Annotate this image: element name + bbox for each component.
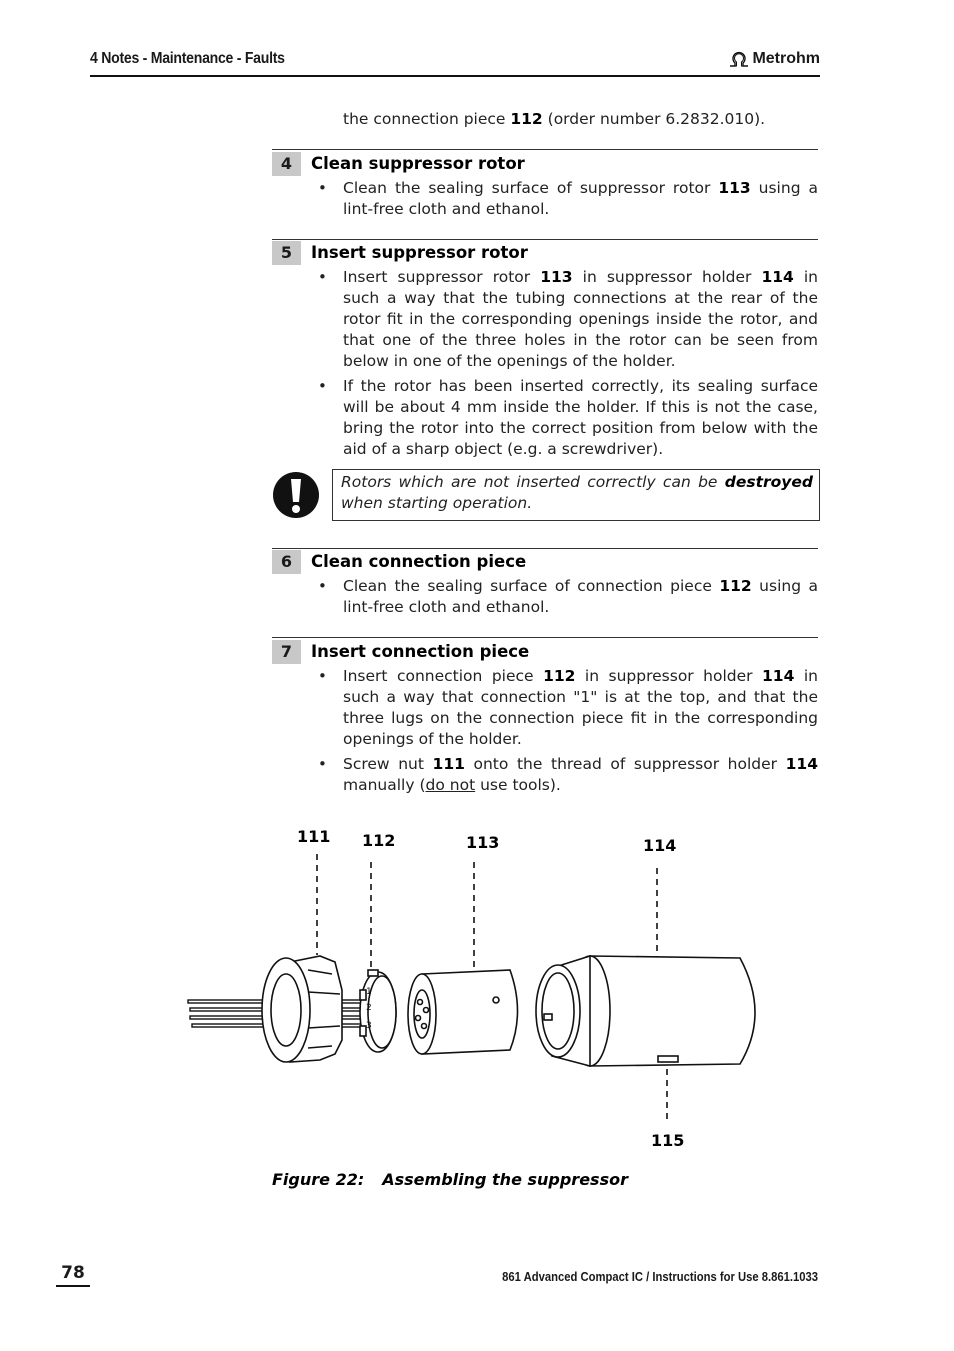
step-title: Insert connection piece (311, 642, 530, 661)
document-info: 861 Advanced Compact IC / Instructions for Use 8.861.1033 (502, 1270, 818, 1284)
page-number: 78 (56, 1263, 90, 1287)
suppressor-rotor-113 (408, 970, 518, 1054)
connector-mark-1: 1 (366, 987, 372, 997)
connector-mark-2: 2 (366, 1003, 372, 1013)
step-title: Insert suppressor rotor (311, 243, 528, 262)
figure-label-112: 112 (362, 831, 396, 850)
step-number: 4 (272, 152, 301, 176)
screw-nut-111 (262, 956, 342, 1062)
omega-icon (728, 51, 750, 67)
brand-logo (728, 50, 820, 68)
step-number: 7 (272, 640, 301, 664)
section-title: 4 Notes - Maintenance - Faults (90, 50, 285, 67)
bullet-text: If the rotor has been inserted correctly, its sealing surface will be about 4 mm inside the holder. If this is not the case, bring the rotor into the correct position from below with the aid of a sharp object (e.g. a screwdriver). (343, 377, 818, 458)
header-rule (90, 75, 820, 77)
bullet-dot: • (318, 755, 327, 773)
connection-piece-112 (360, 970, 396, 1052)
bullet-text: Clean the sealing surface of suppressor rotor 113 using a lint-free cloth and ethanol. (343, 179, 818, 218)
step-rule (272, 239, 818, 240)
step-number: 6 (272, 550, 301, 574)
figure-label-115: 115 (651, 1131, 685, 1150)
connector-mark-3: 3 (366, 1021, 372, 1031)
step-number: 5 (272, 241, 301, 265)
figure-label-113: 113 (466, 833, 500, 852)
warning-box: Rotors which are not inserted correctly can be destroyed when starting operation. (332, 469, 820, 521)
bullet-dot: • (318, 667, 327, 685)
figure-label-111: 111 (297, 827, 331, 846)
step-rule (272, 548, 818, 549)
suppressor-holder-114 (536, 956, 755, 1066)
step-rule (272, 637, 818, 638)
step-title: Clean suppressor rotor (311, 154, 525, 173)
figure-caption: Figure 22: Assembling the suppressor (272, 1170, 628, 1189)
suppressor-assembly-figure (180, 850, 780, 1130)
bullet-dot: • (318, 179, 327, 197)
intro-text: the connection piece 112 (order number 6.2832.010). (343, 110, 766, 128)
figure-label-114: 114 (643, 836, 677, 855)
bullet-text: Screw nut 111 onto the thread of suppressor holder 114 manually (do not use tools). (343, 755, 818, 794)
bullet-text: Insert suppressor rotor 113 in suppressor holder 114 in such a way that the tubing connections at the rear of the rotor fit in the corresponding openings inside the rotor, and that one of the three holes in the rotor can be seen from below in one of the openings of the holder. (343, 268, 818, 370)
bullet-dot: • (318, 377, 327, 395)
exclamation-icon (272, 471, 320, 519)
bullet-text: Clean the sealing surface of connection piece 112 using a lint-free cloth and ethanol. (343, 577, 818, 616)
brand-name: Metrohm (752, 50, 820, 67)
bullet-dot: • (318, 268, 327, 286)
step-rule (272, 149, 818, 150)
bullet-text: Insert connection piece 112 in suppressor holder 114 in such a way that connection "1" is at the top, and that the three lugs on the connection piece fit in the corresponding openings of the holder. (343, 667, 818, 748)
step-title: Clean connection piece (311, 552, 527, 571)
bullet-dot: • (318, 577, 327, 595)
